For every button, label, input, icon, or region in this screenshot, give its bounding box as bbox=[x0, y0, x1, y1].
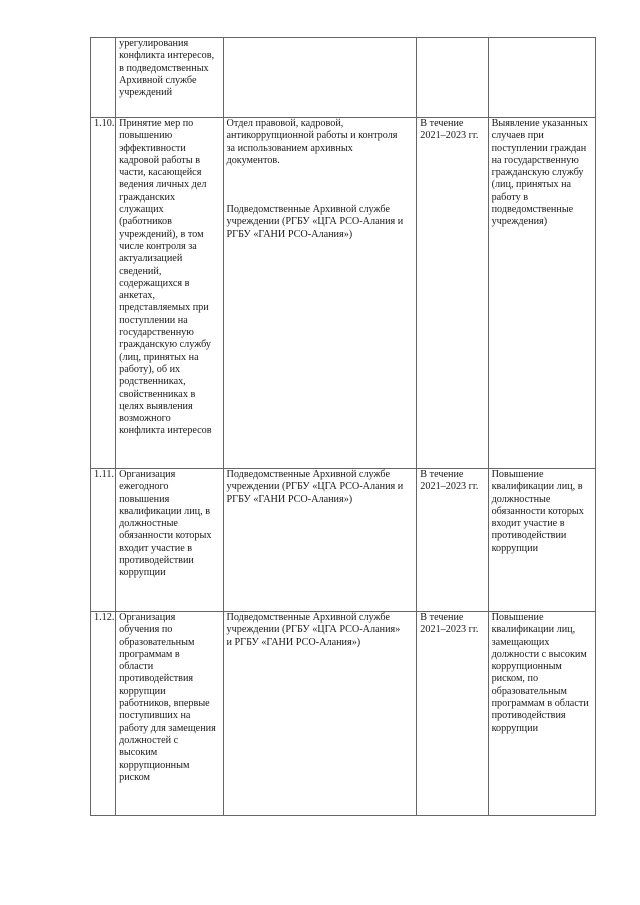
row-number: 1.12. bbox=[91, 612, 116, 816]
anticorruption-plan-table bbox=[90, 37, 596, 816]
action-cell: урегулирования конфликта интересов, в подведомственных Архивной службе учреждений bbox=[116, 38, 223, 118]
executor-cell bbox=[223, 469, 417, 612]
table-row bbox=[91, 118, 596, 469]
executor-text: Подведомственные Архивной службе учреждении (РГБУ «ЦГА РСО-Алания и РГБУ «ГАНИ РСО-Алания») bbox=[226, 469, 404, 505]
result-cell bbox=[488, 38, 595, 118]
result-cell: Выявление указанных случаев при поступлении граждан на государственную гражданскую службу (лиц, принятых на работу в подведомственные учреждения) bbox=[488, 118, 595, 469]
row-number: 1.11. bbox=[91, 469, 116, 612]
executor-cell bbox=[223, 118, 417, 469]
term-cell: В течение 2021–2023 гг. bbox=[417, 469, 488, 612]
executor-cell bbox=[223, 612, 417, 816]
action-cell: Принятие мер по повышению эффективности кадровой работы в части, касающейся ведения личных дел гражданских служащих (работников учреждений), в том числе контроля за актуализацией сведений, содержащихся в анкетах, представляемых при поступлении на государственную гражданскую службу (лиц, принятых на работу), об их родственниках, свойственниках в целях выявления возможного конфликта интересов bbox=[116, 118, 223, 469]
result-cell: Повышение квалификации лиц, в должностные обязанности которых входит участие в противодействии коррупции bbox=[488, 469, 595, 612]
row-number bbox=[91, 38, 116, 118]
row-number: 1.10. bbox=[91, 118, 116, 469]
term-cell bbox=[417, 38, 488, 118]
result-cell: Повышение квалификации лиц, замещающих должности с высоким коррупционным риском, по образовательным программам в области противодействия коррупции bbox=[488, 612, 595, 816]
table-row bbox=[91, 469, 596, 612]
table-row bbox=[91, 38, 596, 118]
action-cell: Организация ежегодного повышения квалификации лиц, в должностные обязанности которых входит участие в противодействии коррупции bbox=[116, 469, 223, 612]
executor-cell bbox=[223, 38, 417, 118]
table-row bbox=[91, 612, 596, 816]
term-cell: В течение 2021–2023 гг. bbox=[417, 612, 488, 816]
executor-text: Подведомственные Архивной службе учреждении (РГБУ «ЦГА РСО-Алания» и РГБУ «ГАНИ РСО-Алания») bbox=[226, 612, 401, 648]
term-cell: В течение 2021–2023 гг. bbox=[417, 118, 488, 469]
executor-text: Отдел правовой, кадровой, антикоррупционной работы и контроля за использованием архивных документов. bbox=[226, 118, 398, 166]
executor-text: Подведомственные Архивной службе учреждении (РГБУ «ЦГА РСО-Алания и РГБУ «ГАНИ РСО-Алания») bbox=[226, 204, 404, 240]
action-cell: Организация обучения по образовательным программам в области противодействия коррупции работников, впервые поступивших на работу для замещения должностей с высоким коррупционным риском bbox=[116, 612, 223, 816]
